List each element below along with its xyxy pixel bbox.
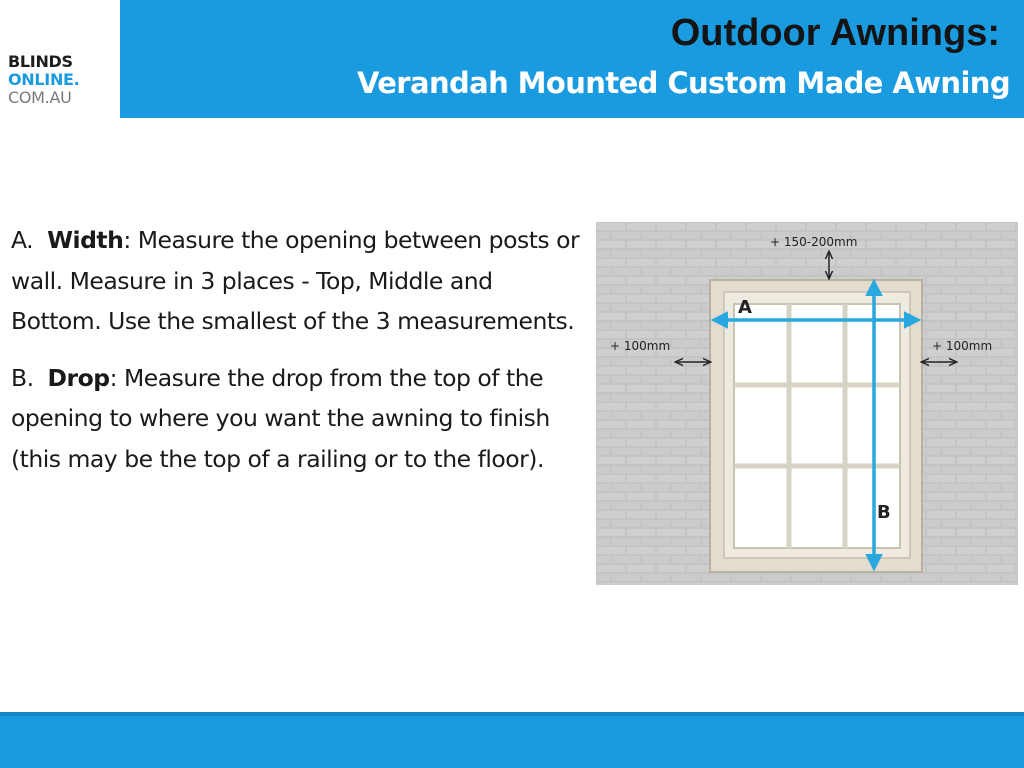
right-measurement-label: + 100mm [932,339,993,353]
logo-line-online: ONLINE. [8,70,80,89]
label-a: A [738,297,752,318]
footer-band [0,716,1024,768]
top-measurement-label: + 150-200mm [770,235,858,249]
width-prefix: A. [11,226,34,254]
label-b: B [877,502,891,523]
logo-line-comau: COM.AU [8,88,72,107]
logo [0,0,120,118]
logo-line-blinds: BLINDS [8,52,73,71]
drop-text: : Measure the drop from the top of the opening to where you want the awning to finish (this may be the top of a railing or to the floor). [11,363,550,473]
slide-subtitle: Verandah Mounted Custom Made Awning [356,66,1010,100]
header-band [120,0,1024,118]
slide-title: Outdoor Awnings: [670,12,1000,54]
instructions [11,220,589,495]
window-measurement-diagram [596,222,1018,585]
instruction-drop [11,358,589,480]
drop-term: Drop [47,363,110,392]
drop-prefix: B. [11,363,34,392]
left-measurement-label: + 100mm [610,339,671,353]
instruction-width [11,220,589,342]
width-text: : Measure the opening between posts or wall. Measure in 3 places - Top, Middle and Bottom. Use the smallest of the 3 measurements. [11,226,580,335]
width-term: Width [47,226,124,254]
